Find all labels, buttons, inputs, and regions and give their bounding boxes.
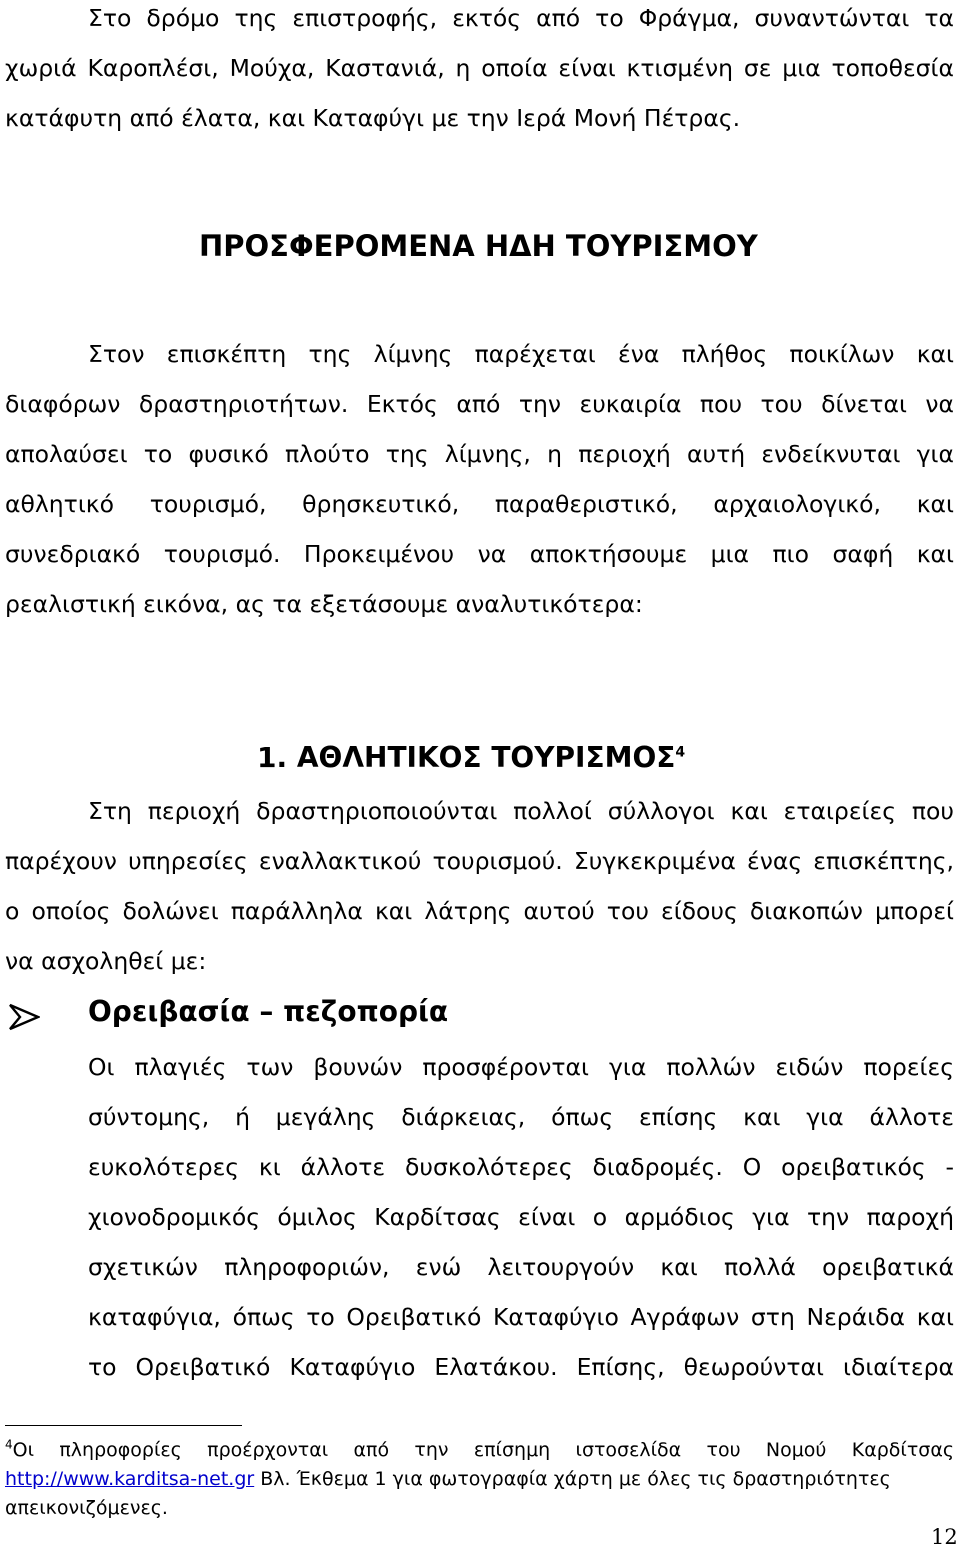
bullet-line: Οι πλαγιές των βουνών προσφέρονται για πολλών ειδών πορείες xyxy=(88,1053,954,1081)
footnote-reference[interactable]: 4 xyxy=(675,744,686,761)
subsection-line: παρέχουν υπηρεσίες εναλλακτικού τουρισμού. Συγκεκριμένα ένας επισκέπτης, xyxy=(5,847,954,875)
bullet-line: ευκολότερες κι άλλοτε δυσκολότερες διαδρομές. Ο ορειβατικός - xyxy=(88,1153,954,1181)
section-heading: ΠΡΟΣΦΕΡΟΜΕΝΑ ΗΔΗ ΤΟΥΡΙΣΜΟΥ xyxy=(199,229,758,263)
page-number: 12 xyxy=(931,1525,958,1549)
section-line: διαφόρων δραστηριοτήτων. Εκτός από την ευκαιρία που του δίνεται να xyxy=(5,390,954,418)
footnote-separator xyxy=(5,1425,242,1426)
subsection-line: Στη περιοχή δραστηριοποιούνται πολλοί σύλλογοι και εταιρείες που xyxy=(88,797,954,825)
section-line: συνεδριακό τουρισμό. Προκειμένου να αποκτήσουμε μια πιο σαφή και xyxy=(5,540,954,568)
bullet-heading: Ορειβασία – πεζοπορία xyxy=(88,995,449,1028)
intro-line: χωριά Καροπλέσι, Μούχα, Καστανιά, η οποία είναι κτισμένη σε μια τοποθεσία xyxy=(5,54,954,82)
subsection-line: να ασχοληθεί με: xyxy=(5,947,207,975)
subsection-heading xyxy=(257,741,686,774)
subsection-title: 1. ΑΘΛΗΤΙΚΟΣ ΤΟΥΡΙΣΜΟΣ xyxy=(257,741,676,774)
footnote-mark: 4 xyxy=(5,1437,13,1452)
arrowhead-bullet-icon xyxy=(8,1003,40,1031)
bullet-line: σύντομης, ή μεγάλης διάρκειας, όπως επίσης και για άλλοτε xyxy=(88,1103,954,1131)
bullet-line: καταφύγια, όπως το Ορειβατικό Καταφύγιο Αγράφων στη Νεράιδα και xyxy=(88,1303,954,1331)
footnote-text: Βλ. Έκθεμα 1 για φωτογραφία χάρτη με όλες τις δραστηριότητες xyxy=(254,1468,891,1490)
section-line: ρεαλιστική εικόνα, ας τα εξετάσουμε αναλυτικότερα: xyxy=(5,590,643,618)
footnote-link[interactable]: http://www.karditsa-net.gr xyxy=(5,1468,255,1490)
section-line: Στον επισκέπτη της λίμνης παρέχεται ένα πλήθος ποικίλων και xyxy=(88,340,954,368)
footnote-line xyxy=(5,1437,954,1461)
bullet-line: χιονοδρομικός όμιλος Καρδίτσας είναι ο αρμόδιος για την παροχή xyxy=(88,1203,954,1231)
footnote-text: Οι πληροφορίες προέρχονται από την επίσημη ιστοσελίδα του Νομού Καρδίτσας xyxy=(12,1439,954,1461)
subsection-line: ο οποίος δολώνει παράλληλα και λάτρης αυτού του είδους διακοπών μπορεί xyxy=(5,897,954,925)
intro-line: Στο δρόμο της επιστροφής, εκτός από το Φράγμα, συναντώνται τα xyxy=(88,4,954,32)
bullet-line: σχετικών πληροφοριών, ενώ λειτουργούν και πολλά ορειβατικά xyxy=(88,1253,954,1281)
intro-line: κατάφυτη από έλατα, και Καταφύγι με την Ιερά Μονή Πέτρας. xyxy=(5,104,741,132)
section-line: αθλητικό τουρισμό, θρησκευτικό, παραθεριστικό, αρχαιολογικό, και xyxy=(5,490,954,518)
footnote-line xyxy=(5,1470,891,1489)
section-line: απολαύσει το φυσικό πλούτο της λίμνης, η περιοχή αυτή ενδείκνυται για xyxy=(5,440,954,468)
footnote-line: απεικονιζόμενες. xyxy=(5,1497,168,1519)
bullet-line: το Ορειβατικό Καταφύγιο Ελατάκου. Επίσης, θεωρούνται ιδιαίτερα xyxy=(88,1353,954,1381)
